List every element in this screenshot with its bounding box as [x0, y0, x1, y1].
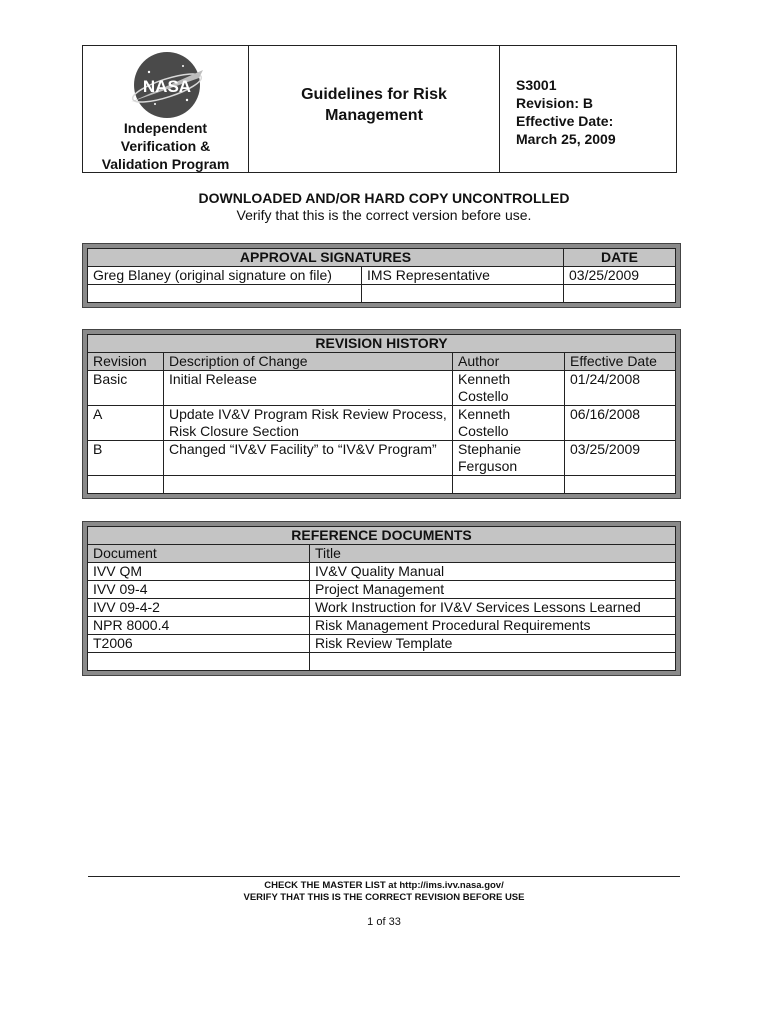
table-cell — [564, 285, 676, 303]
document-header — [82, 45, 677, 173]
revision-header-row — [88, 353, 676, 371]
column-header: Document — [88, 545, 310, 563]
footer-verify: VERIFY THAT THIS IS THE CORRECT REVISION BEFORE USE — [243, 892, 525, 903]
revision-title: REVISION HISTORY — [88, 335, 676, 353]
table-cell — [453, 476, 565, 494]
table-cell: IVV 09-4-2 — [88, 599, 310, 617]
table-cell: Risk Management Procedural Requirements — [310, 617, 676, 635]
column-header: Effective Date — [565, 353, 676, 371]
effective-label: Effective Date: — [516, 113, 614, 129]
table-cell: Risk Review Template — [310, 635, 676, 653]
column-header: Revision — [88, 353, 164, 371]
column-header: Author — [453, 353, 565, 371]
table-cell: Stephanie Ferguson — [453, 441, 565, 476]
logo-text: NASA — [142, 77, 192, 96]
references-frame — [82, 521, 681, 676]
table-cell — [88, 653, 310, 671]
table-cell — [88, 476, 164, 494]
table-row — [88, 285, 676, 303]
table-cell: Update IV&V Program Risk Review Process, Risk Closure Section — [164, 406, 453, 441]
signer-name: Greg Blaney (original signature on file) — [88, 267, 362, 285]
table-row — [88, 476, 676, 494]
table-cell: IV&V Quality Manual — [310, 563, 676, 581]
signer-date: 03/25/2009 — [564, 267, 676, 285]
table-cell: IVV 09-4 — [88, 581, 310, 599]
table-cell: Kenneth Costello — [453, 406, 565, 441]
table-row — [88, 617, 676, 635]
signer-role: IMS Representative — [362, 267, 564, 285]
effective-date: March 25, 2009 — [516, 131, 616, 147]
table-row — [88, 653, 676, 671]
references-title: REFERENCE DOCUMENTS — [88, 527, 676, 545]
revision-frame — [82, 329, 681, 499]
references-table — [87, 526, 676, 671]
table-row — [88, 441, 676, 476]
verify-notice: Verify that this is the correct version before use. — [236, 207, 532, 223]
page-number: 1 of 33 — [367, 916, 401, 928]
table-cell: 03/25/2009 — [565, 441, 676, 476]
table-cell — [310, 653, 676, 671]
table-cell: Project Management — [310, 581, 676, 599]
org-cell — [83, 46, 249, 172]
table-cell: Basic — [88, 371, 164, 406]
nasa-logo-icon — [125, 50, 209, 120]
table-cell — [88, 285, 362, 303]
column-header: Title — [310, 545, 676, 563]
table-cell: 06/16/2008 — [565, 406, 676, 441]
references-header-row — [88, 545, 676, 563]
table-row — [88, 563, 676, 581]
approval-title: APPROVAL SIGNATURES — [88, 249, 564, 267]
approval-table — [87, 248, 676, 303]
table-cell: IVV QM — [88, 563, 310, 581]
table-cell: Initial Release — [164, 371, 453, 406]
doc-id: S3001 — [516, 77, 557, 93]
uncontrolled-notice: DOWNLOADED AND/OR HARD COPY UNCONTROLLED — [198, 190, 570, 206]
table-row — [88, 599, 676, 617]
table-row — [88, 581, 676, 599]
table-row — [88, 267, 676, 285]
approval-frame — [82, 243, 681, 308]
revision-table — [87, 334, 676, 494]
table-row — [88, 371, 676, 406]
table-cell — [565, 476, 676, 494]
table-cell: Changed “IV&V Facility” to “IV&V Program” — [164, 441, 453, 476]
document-title: Guidelines for Risk Management — [301, 86, 447, 124]
table-row — [88, 406, 676, 441]
org-name: Independent Verification & Validation Program — [101, 120, 230, 172]
footer-divider — [88, 876, 680, 877]
column-header: Description of Change — [164, 353, 453, 371]
table-cell: B — [88, 441, 164, 476]
table-cell: T2006 — [88, 635, 310, 653]
title-cell — [249, 46, 500, 172]
table-row — [88, 635, 676, 653]
approval-date-header: DATE — [564, 249, 676, 267]
table-cell: A — [88, 406, 164, 441]
table-cell: 01/24/2008 — [565, 371, 676, 406]
table-cell — [362, 285, 564, 303]
revision: Revision: B — [516, 95, 594, 111]
table-cell — [164, 476, 453, 494]
meta-cell — [500, 46, 676, 172]
table-cell: NPR 8000.4 — [88, 617, 310, 635]
footer-master-list: CHECK THE MASTER LIST at http://ims.ivv.nasa.gov/ — [264, 880, 504, 891]
table-cell: Work Instruction for IV&V Services Lessons Learned — [310, 599, 676, 617]
table-cell: Kenneth Costello — [453, 371, 565, 406]
